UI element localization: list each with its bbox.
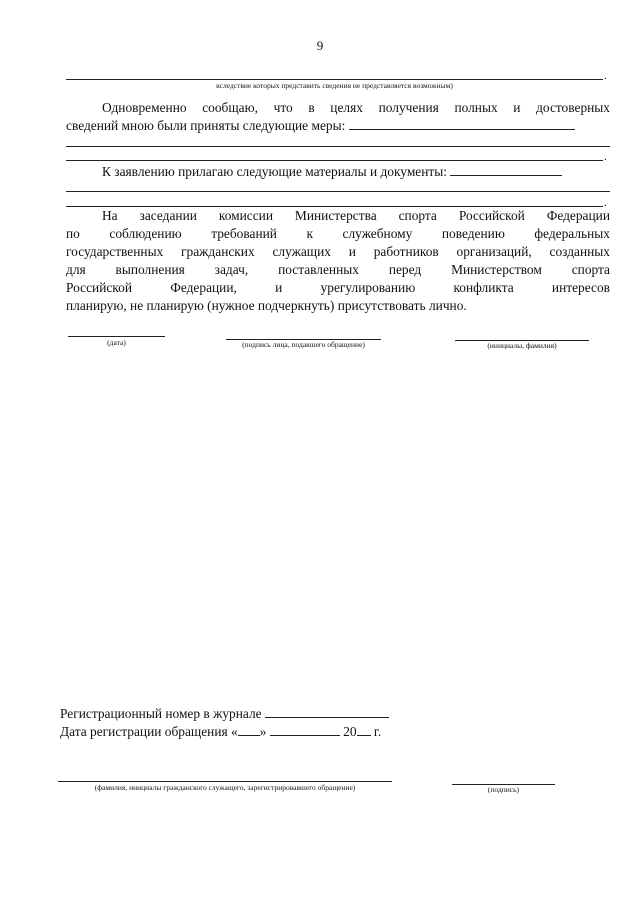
commission-line-4: для выполнения задач, поставленных перед Министерством спорта	[66, 262, 610, 277]
measures-line-1: Одновременно сообщаю, что в целях получения полных и достоверных	[102, 100, 610, 115]
date-line[interactable]	[68, 336, 165, 337]
page-number: 9	[316, 38, 324, 53]
commission-line-6: планирую, не планирую (нужное подчеркнуть) присутствовать лично.	[66, 298, 467, 313]
registrar-name-line[interactable]	[58, 781, 392, 782]
attachments-line-blank-1[interactable]	[66, 191, 610, 192]
measures-line-2: сведений мною были приняты следующие меры:	[66, 117, 610, 136]
reason-line	[66, 79, 603, 80]
registration-date-row: Дата регистрации обращения « » 20 г.	[60, 724, 382, 739]
reason-caption: вследствие которых представить сведения не представляется возможным)	[216, 81, 453, 90]
initials-caption: (инициалы, фамилия)	[487, 341, 557, 350]
registrar-signature-caption: (подпись)	[487, 785, 520, 794]
attachments-fill-line[interactable]	[450, 164, 562, 176]
measures-line-blank-1[interactable]	[66, 146, 610, 147]
period: .	[604, 197, 607, 209]
registration-year-field[interactable]	[357, 724, 371, 736]
commission-line-2: по соблюдению требований к служебному поведению федеральных	[66, 226, 610, 241]
registration-number-row: Регистрационный номер в журнале	[60, 705, 389, 724]
registration-day-field[interactable]	[238, 724, 260, 736]
registrar-name-caption: (фамилия, инициалы гражданского служащего, зарегистрировавшего обращение)	[94, 783, 356, 792]
period: .	[604, 151, 607, 163]
attachments-line: К заявлению прилагаю следующие материалы и документы:	[102, 163, 610, 182]
commission-line-3: государственных гражданских служащих и работников организаций, созданных	[66, 244, 610, 259]
commission-line-5: Российской Федерации, и урегулированию конфликта интересов	[66, 280, 610, 295]
period: .	[604, 70, 607, 82]
commission-line-1: На заседании комиссии Министерства спорта Российской Федерации	[102, 208, 610, 223]
measures-line-blank-2[interactable]	[66, 160, 603, 161]
measures-fill-line[interactable]	[349, 118, 575, 130]
date-caption: (дата)	[107, 338, 126, 347]
registration-month-field[interactable]	[270, 724, 340, 736]
applicant-signature-caption: (подпись лица, подавшего обращение)	[242, 340, 365, 349]
registration-number-field[interactable]	[265, 706, 389, 718]
